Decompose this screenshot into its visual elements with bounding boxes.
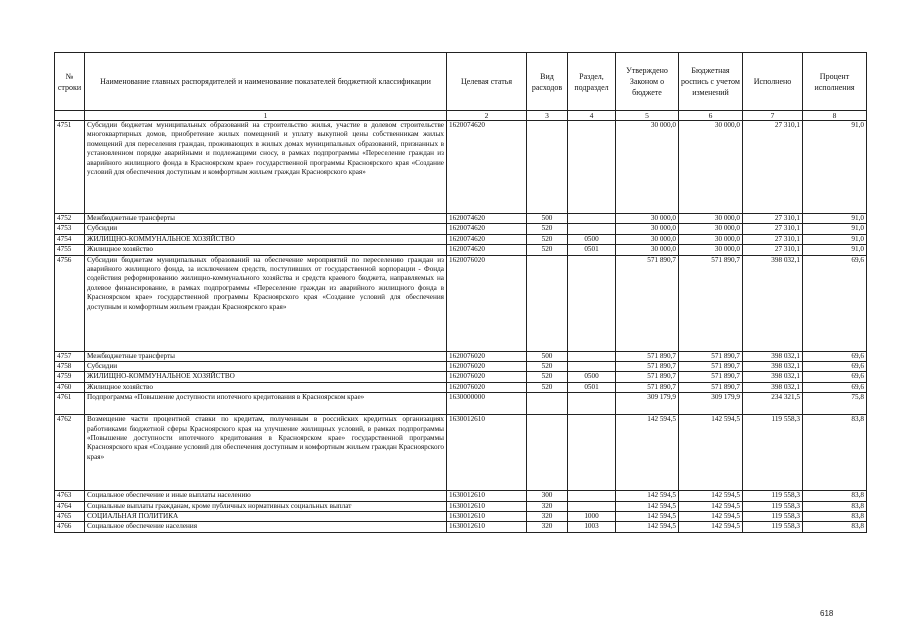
header-section: Раздел, подраздел [568, 53, 616, 111]
approved-amount-cell: 142 594,5 [616, 501, 679, 511]
executed-amount-cell: 398 032,1 [743, 362, 803, 372]
row-number-cell: 4757 [55, 351, 85, 361]
target-article-cell: 1630012610 [447, 501, 527, 511]
header-expense-type: Вид расходов [527, 53, 568, 111]
section-cell [568, 393, 616, 415]
approved-amount-cell: 30 000,0 [616, 121, 679, 214]
expense-type-cell: 300 [527, 491, 568, 501]
approved-amount-cell: 142 594,5 [616, 415, 679, 491]
approved-amount-cell: 142 594,5 [616, 512, 679, 522]
executed-amount-cell: 27 310,1 [743, 121, 803, 214]
column-number: 7 [743, 111, 803, 121]
row-number-cell: 4752 [55, 214, 85, 224]
table-row [55, 214, 867, 224]
table-row [55, 372, 867, 382]
table-row [55, 224, 867, 234]
row-name-cell: Субсидии [85, 362, 447, 372]
row-name-cell: Жилищное хозяйство [85, 382, 447, 392]
section-cell [568, 224, 616, 234]
section-cell [568, 362, 616, 372]
executed-amount-cell: 398 032,1 [743, 372, 803, 382]
budget-list-amount-cell: 142 594,5 [679, 512, 743, 522]
approved-amount-cell: 309 179,9 [616, 393, 679, 415]
row-number-cell: 4762 [55, 415, 85, 491]
budget-list-amount-cell: 30 000,0 [679, 245, 743, 255]
row-number-cell: 4751 [55, 121, 85, 214]
section-cell: 0500 [568, 234, 616, 244]
expense-type-cell [527, 255, 568, 351]
approved-amount-cell: 571 890,7 [616, 382, 679, 392]
approved-amount-cell: 30 000,0 [616, 214, 679, 224]
target-article-cell: 1620074620 [447, 121, 527, 214]
expense-type-cell [527, 415, 568, 491]
expense-type-cell: 520 [527, 362, 568, 372]
percent-cell: 83,8 [803, 522, 867, 532]
expense-type-cell: 320 [527, 522, 568, 532]
expense-type-cell: 520 [527, 234, 568, 244]
executed-amount-cell: 398 032,1 [743, 351, 803, 361]
budget-table [54, 52, 867, 533]
row-name-cell: Социальные выплаты гражданам, кроме публичных нормативных социальных выплат [85, 501, 447, 511]
row-number-cell: 4754 [55, 234, 85, 244]
approved-amount-cell: 571 890,7 [616, 351, 679, 361]
table-row [55, 255, 867, 351]
table-row [55, 121, 867, 214]
row-number-cell: 4753 [55, 224, 85, 234]
budget-list-amount-cell: 571 890,7 [679, 351, 743, 361]
column-number-row [55, 111, 867, 121]
section-cell: 1000 [568, 512, 616, 522]
row-number-cell: 4765 [55, 512, 85, 522]
row-number-cell: 4756 [55, 255, 85, 351]
percent-cell: 69,6 [803, 255, 867, 351]
expense-type-cell: 520 [527, 372, 568, 382]
row-number-cell: 4760 [55, 382, 85, 392]
column-number: 3 [527, 111, 568, 121]
budget-list-amount-cell: 571 890,7 [679, 372, 743, 382]
row-name-cell: Субсидии бюджетам муниципальных образований на обеспечение мероприятий по переселению граждан из аварийного жилищного фонда, за исключением средств, поступивших от государственной корпорации - Фонда содействия реформированию жилищно-коммунального хозяйства и средств краевого бюджета, направляемых на долевое финансирование, в рамках подпрограммы «Переселение граждан из аварийного жилищного фонда в Красноярском крае» государственной программы Красноярского края «Создание условий для обеспечения доступным и комфортным жильем граждан Красноярского края» [85, 255, 447, 351]
section-cell [568, 214, 616, 224]
percent-cell: 69,6 [803, 372, 867, 382]
row-number-cell: 4764 [55, 501, 85, 511]
executed-amount-cell: 27 310,1 [743, 224, 803, 234]
table-row [55, 501, 867, 511]
table-row [55, 491, 867, 501]
header-row-no: № строки [55, 53, 85, 111]
percent-cell: 91,0 [803, 224, 867, 234]
percent-cell: 75,8 [803, 393, 867, 415]
executed-amount-cell: 119 558,3 [743, 415, 803, 491]
row-name-cell: Субсидии бюджетам муниципальных образований на строительство жилья, участие в долевом строительстве многоквартирных домов, приобретение жилых помещений и уплату выкупной цены собственникам жилых помещений для переселения граждан, проживающих в жилых домах муниципальных образований, признанных в установленном порядке аварийными и подлежащими сносу, в рамках подпрограммы «Переселение граждан из аварийного жилищного фонда в Красноярском крае» государственной программы Красноярского края «Создание условий для обеспечения доступным и комфортным жильем граждан Красноярского края» [85, 121, 447, 214]
section-cell: 1003 [568, 522, 616, 532]
executed-amount-cell: 398 032,1 [743, 382, 803, 392]
column-number: 6 [679, 111, 743, 121]
budget-list-amount-cell: 30 000,0 [679, 121, 743, 214]
row-name-cell: Межбюджетные трансферты [85, 214, 447, 224]
budget-table-sheet [54, 52, 866, 533]
percent-cell: 69,6 [803, 351, 867, 361]
percent-cell: 69,6 [803, 362, 867, 372]
expense-type-cell [527, 393, 568, 415]
expense-type-cell: 520 [527, 245, 568, 255]
header-row [55, 53, 867, 111]
table-body [55, 121, 867, 533]
approved-amount-cell: 571 890,7 [616, 372, 679, 382]
table-row [55, 362, 867, 372]
approved-amount-cell: 30 000,0 [616, 224, 679, 234]
budget-list-amount-cell: 30 000,0 [679, 224, 743, 234]
table-row [55, 234, 867, 244]
section-cell [568, 491, 616, 501]
target-article-cell: 1620076020 [447, 382, 527, 392]
table-row [55, 351, 867, 361]
executed-amount-cell: 119 558,3 [743, 522, 803, 532]
percent-cell: 91,0 [803, 214, 867, 224]
header-name: Наименование главных распорядителей и наименование показателей бюджетной классификации [85, 53, 447, 111]
budget-list-amount-cell: 571 890,7 [679, 255, 743, 351]
percent-cell: 83,8 [803, 491, 867, 501]
target-article-cell: 1620074620 [447, 224, 527, 234]
row-name-cell: ЖИЛИЩНО-КОММУНАЛЬНОЕ ХОЗЯЙСТВО [85, 234, 447, 244]
expense-type-cell: 320 [527, 501, 568, 511]
row-name-cell: Межбюджетные трансферты [85, 351, 447, 361]
approved-amount-cell: 142 594,5 [616, 522, 679, 532]
approved-amount-cell: 30 000,0 [616, 245, 679, 255]
row-name-cell: Подпрограмма «Повышение доступности ипотечного кредитования в Красноярском крае» [85, 393, 447, 415]
header-target: Целевая статья [447, 53, 527, 111]
row-name-cell: Возмещение части процентной ставки по кредитам, полученным в российских кредитных организациях работниками бюджетной сферы Красноярского края на улучшение жилищных условий, в рамках подпрограммы «Повышение доступности ипотечного кредитования в Красноярском крае» государственной программы Красноярского края «Создание условий для обеспечения доступным и комфортным жильем граждан Красноярского края» [85, 415, 447, 491]
budget-list-amount-cell: 309 179,9 [679, 393, 743, 415]
percent-cell: 83,8 [803, 415, 867, 491]
percent-cell: 91,0 [803, 234, 867, 244]
percent-cell: 91,0 [803, 245, 867, 255]
target-article-cell: 1620074620 [447, 245, 527, 255]
section-cell [568, 351, 616, 361]
budget-list-amount-cell: 142 594,5 [679, 522, 743, 532]
section-cell [568, 255, 616, 351]
row-name-cell: Субсидии [85, 224, 447, 234]
executed-amount-cell: 27 310,1 [743, 234, 803, 244]
approved-amount-cell: 571 890,7 [616, 255, 679, 351]
header-approved: Утверждено Законом о бюджете [616, 53, 679, 111]
table-row [55, 245, 867, 255]
section-cell: 0500 [568, 372, 616, 382]
budget-list-amount-cell: 142 594,5 [679, 491, 743, 501]
target-article-cell: 1620074620 [447, 234, 527, 244]
percent-cell: 83,8 [803, 512, 867, 522]
target-article-cell: 1620076020 [447, 255, 527, 351]
row-number-cell: 4755 [55, 245, 85, 255]
column-number-blank [55, 111, 85, 121]
header-percent: Процент исполнения [803, 53, 867, 111]
column-number: 2 [447, 111, 527, 121]
row-number-cell: 4758 [55, 362, 85, 372]
target-article-cell: 1630012610 [447, 522, 527, 532]
target-article-cell: 1630012610 [447, 512, 527, 522]
executed-amount-cell: 119 558,3 [743, 512, 803, 522]
executed-amount-cell: 398 032,1 [743, 255, 803, 351]
target-article-cell: 1630012610 [447, 491, 527, 501]
executed-amount-cell: 234 321,5 [743, 393, 803, 415]
approved-amount-cell: 30 000,0 [616, 234, 679, 244]
column-number: 8 [803, 111, 867, 121]
column-number: 1 [85, 111, 447, 121]
target-article-cell: 1620076020 [447, 351, 527, 361]
row-number-cell: 4763 [55, 491, 85, 501]
table-row [55, 512, 867, 522]
target-article-cell: 1630012610 [447, 415, 527, 491]
table-row [55, 415, 867, 491]
section-cell [568, 501, 616, 511]
column-number: 5 [616, 111, 679, 121]
budget-list-amount-cell: 142 594,5 [679, 415, 743, 491]
executed-amount-cell: 119 558,3 [743, 501, 803, 511]
expense-type-cell: 500 [527, 351, 568, 361]
row-number-cell: 4766 [55, 522, 85, 532]
section-cell: 0501 [568, 245, 616, 255]
target-article-cell: 1620076020 [447, 372, 527, 382]
row-name-cell: СОЦИАЛЬНАЯ ПОЛИТИКА [85, 512, 447, 522]
section-cell [568, 121, 616, 214]
target-article-cell: 1630000000 [447, 393, 527, 415]
table-row [55, 393, 867, 415]
expense-type-cell [527, 121, 568, 214]
budget-list-amount-cell: 571 890,7 [679, 382, 743, 392]
budget-list-amount-cell: 142 594,5 [679, 501, 743, 511]
row-name-cell: Социальное обеспечение и иные выплаты населению [85, 491, 447, 501]
executed-amount-cell: 27 310,1 [743, 245, 803, 255]
percent-cell: 83,8 [803, 501, 867, 511]
row-number-cell: 4761 [55, 393, 85, 415]
header-budget-list: Бюджетная роспись с учетом изменений [679, 53, 743, 111]
executed-amount-cell: 27 310,1 [743, 214, 803, 224]
approved-amount-cell: 142 594,5 [616, 491, 679, 501]
budget-list-amount-cell: 571 890,7 [679, 362, 743, 372]
executed-amount-cell: 119 558,3 [743, 491, 803, 501]
expense-type-cell: 500 [527, 214, 568, 224]
header-executed: Исполнено [743, 53, 803, 111]
percent-cell: 69,6 [803, 382, 867, 392]
row-name-cell: Жилищное хозяйство [85, 245, 447, 255]
expense-type-cell: 320 [527, 512, 568, 522]
approved-amount-cell: 571 890,7 [616, 362, 679, 372]
target-article-cell: 1620074620 [447, 214, 527, 224]
row-name-cell: ЖИЛИЩНО-КОММУНАЛЬНОЕ ХОЗЯЙСТВО [85, 372, 447, 382]
table-row [55, 522, 867, 532]
target-article-cell: 1620076020 [447, 362, 527, 372]
column-number: 4 [568, 111, 616, 121]
row-name-cell: Социальное обеспечение населения [85, 522, 447, 532]
section-cell [568, 415, 616, 491]
expense-type-cell: 520 [527, 382, 568, 392]
row-number-cell: 4759 [55, 372, 85, 382]
expense-type-cell: 520 [527, 224, 568, 234]
percent-cell: 91,0 [803, 121, 867, 214]
budget-list-amount-cell: 30 000,0 [679, 214, 743, 224]
page-number: 618 [820, 609, 834, 618]
section-cell: 0501 [568, 382, 616, 392]
budget-list-amount-cell: 30 000,0 [679, 234, 743, 244]
table-row [55, 382, 867, 392]
